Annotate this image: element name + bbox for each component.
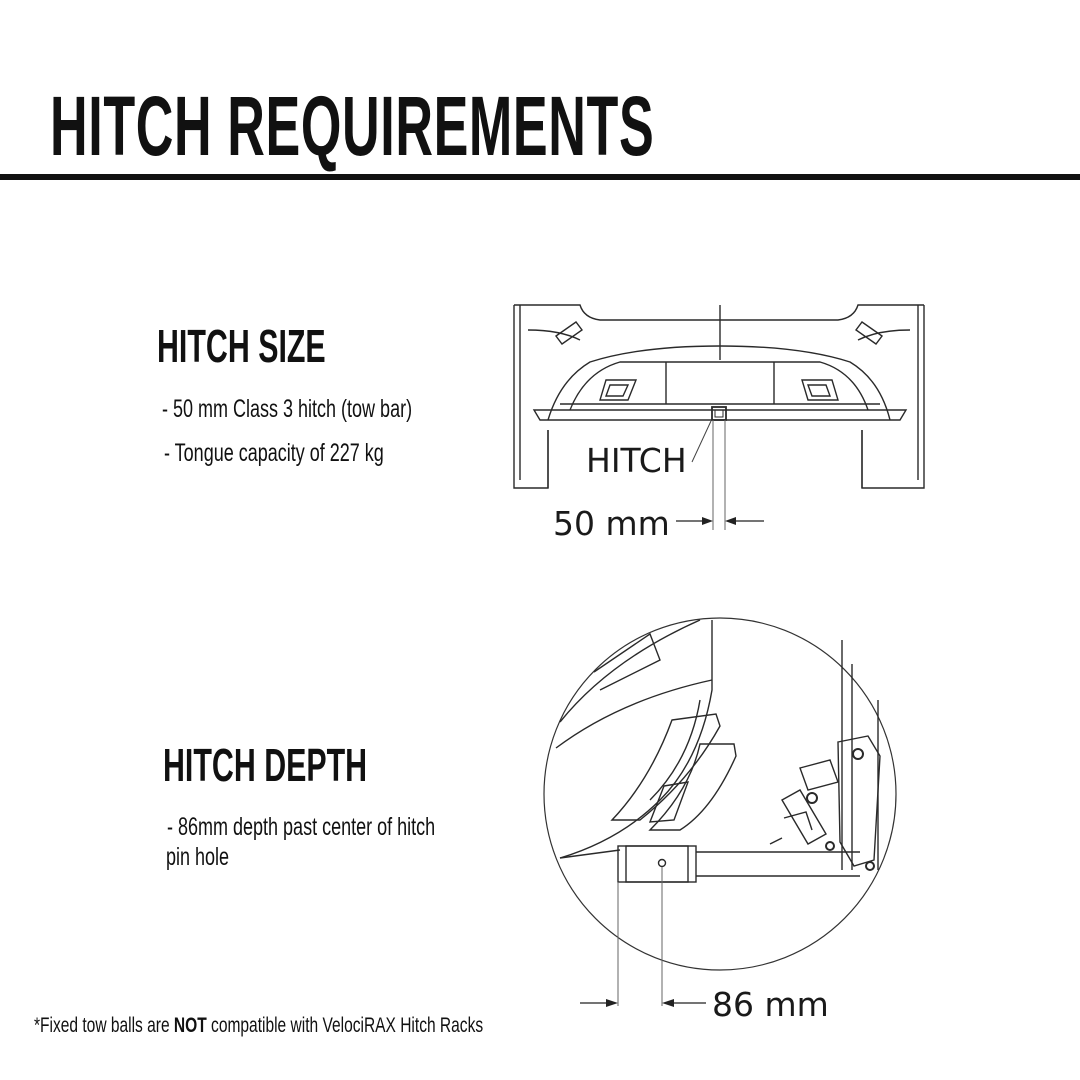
hitch-depth-bullet-line-1: - 86mm depth past center of hitch bbox=[167, 813, 436, 841]
depth-dimension-label: 86 mm bbox=[712, 985, 829, 1024]
hitch-depth-bullet-line-2: pin hole bbox=[166, 843, 230, 871]
footnote-emphasis: NOT bbox=[173, 1014, 207, 1037]
page-title: HITCH REQUIREMENTS bbox=[50, 79, 655, 173]
hitch-size-heading: HITCH SIZE bbox=[157, 320, 326, 372]
vehicle-rear-view bbox=[514, 305, 924, 530]
footnote-prefix: *Fixed tow balls are bbox=[34, 1014, 174, 1037]
hitch-label: HITCH bbox=[586, 441, 687, 480]
hitch-side-zoom-view bbox=[544, 618, 896, 1006]
hitch-size-bullet-2: - Tongue capacity of 227 kg bbox=[164, 439, 384, 467]
width-dimension-label: 50 mm bbox=[553, 504, 670, 543]
width-dimension-arrows bbox=[676, 517, 764, 525]
hitch-depth-heading: HITCH DEPTH bbox=[163, 739, 368, 791]
footnote-suffix: compatible with VelociRAX Hitch Racks bbox=[206, 1014, 484, 1037]
depth-dimension-arrows bbox=[580, 999, 706, 1007]
compatibility-footnote bbox=[34, 1013, 483, 1039]
hitch-size-bullet-1: - 50 mm Class 3 hitch (tow bar) bbox=[162, 395, 413, 423]
